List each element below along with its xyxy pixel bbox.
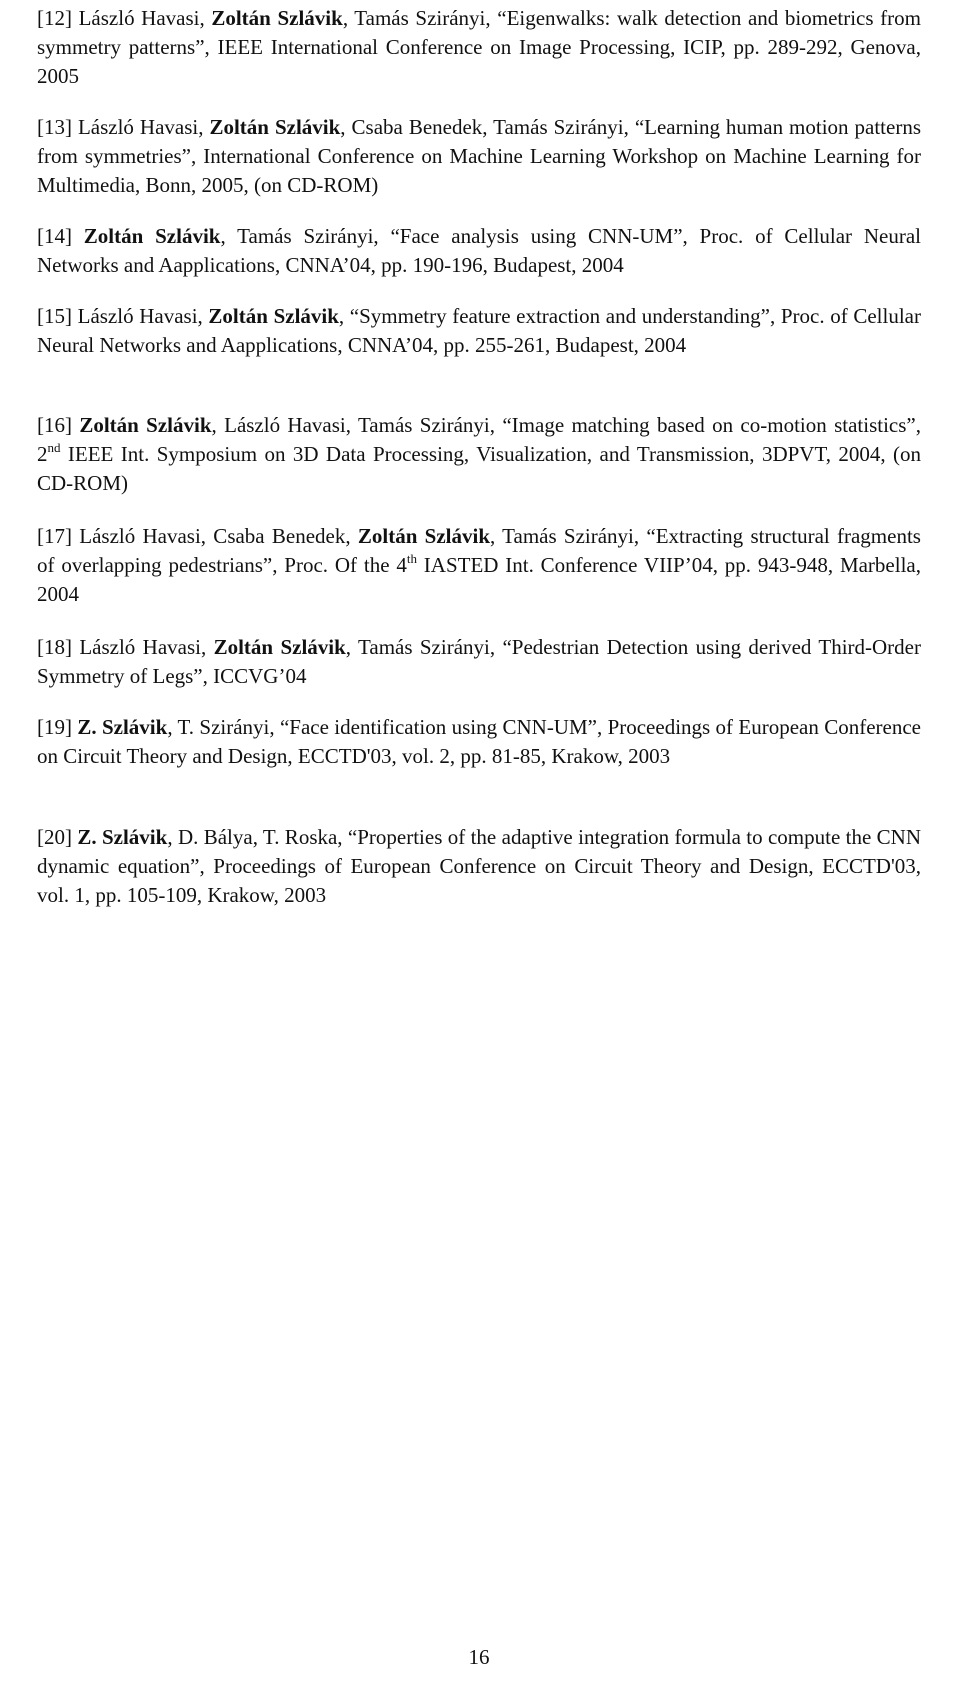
author-highlight: Z. Szlávik [77,715,168,739]
reference-entry [37,823,921,910]
reference-entry [37,522,921,609]
ordinal-superscript: th [406,551,417,566]
author-highlight: Zoltán Szlávik [209,115,341,139]
reference-text: IASTED Int. Conference VIIP’04, pp. 943-948, Marbella, 2004 [37,553,921,606]
reference-text: [14] [37,224,84,248]
reference-text: [16] [37,413,80,437]
reference-text: , D. Bálya, T. Roska, “Properties of the adaptive integration formula to compute the CNN dynamic equation”, Proceedings of European Conference on Circuit Theory and Design, ECCTD'03, vol. 1, pp. 105-109, Krakow, 2003 [37,825,921,907]
reference-entry [37,222,921,280]
reference-text: [13] László Havasi, [37,115,210,139]
author-highlight: Zoltán Szlávik [357,524,490,548]
reference-text: [15] László Havasi, [37,304,209,328]
author-highlight: Zoltán Szlávik [79,413,212,437]
author-highlight: Zoltán Szlávik [211,6,343,30]
ordinal-superscript: nd [47,440,61,455]
reference-text: [17] László Havasi, Csaba Benedek, [37,524,358,548]
reference-text: , Tamás Szirányi, “Pedestrian Detection using derived Third-Order Symmetry of Legs”, ICCVG’04 [37,635,921,688]
document-page [37,0,921,1702]
reference-text: , László Havasi, Tamás Szirányi, “Image matching based on co-motion statistics”, 2 [37,413,921,466]
reference-entry [37,4,921,91]
reference-text: [19] [37,715,78,739]
reference-text: , Tamás Szirányi, “Eigenwalks: walk detection and biometrics from symmetry patterns”, IEEE International Conference on Image Processing, ICIP, pp. 289-292, Genova, 2005 [37,6,921,88]
reference-entry [37,713,921,771]
reference-text: [12] László Havasi, [37,6,212,30]
reference-text: [20] [37,825,78,849]
reference-text: , Tamás Szirányi, “Extracting structural fragments of overlapping pedestrians”, Proc. Of the 4 [37,524,921,577]
reference-text: , “Symmetry feature extraction and understanding”, Proc. of Cellular Neural Networks and Aapplications, CNNA’04, pp. 255-261, Budapest, 2004 [37,304,922,357]
author-highlight: Z. Szlávik [77,825,168,849]
reference-text: [18] László Havasi, [37,635,214,659]
page-number: 16 [468,1645,490,1669]
reference-text: , T. Szirányi, “Face identification using CNN-UM”, Proceedings of European Conference on Circuit Theory and Design, ECCTD'03, vol. 2, pp. 81-85, Krakow, 2003 [37,715,921,768]
reference-entry [37,302,921,360]
reference-text: , Csaba Benedek, Tamás Szirányi, “Learning human motion patterns from symmetries”, International Conference on Machine Learning Workshop on Machine Learning for Multimedia, Bonn, 2005, (on CD-ROM) [37,115,921,197]
reference-text: IEEE Int. Symposium on 3D Data Processing, Visualization, and Transmission, 3DPVT, 2004, (on CD-ROM) [37,442,921,495]
author-highlight: Zoltán Szlávik [83,224,221,248]
reference-entry [37,113,921,200]
reference-text: , Tamás Szirányi, “Face analysis using CNN-UM”, Proc. of Cellular Neural Networks and Aapplications, CNNA’04, pp. 190-196, Budapest, 2004 [37,224,921,277]
author-highlight: Zoltán Szlávik [208,304,339,328]
reference-entry [37,411,921,498]
reference-entry [37,633,921,691]
author-highlight: Zoltán Szlávik [213,635,346,659]
